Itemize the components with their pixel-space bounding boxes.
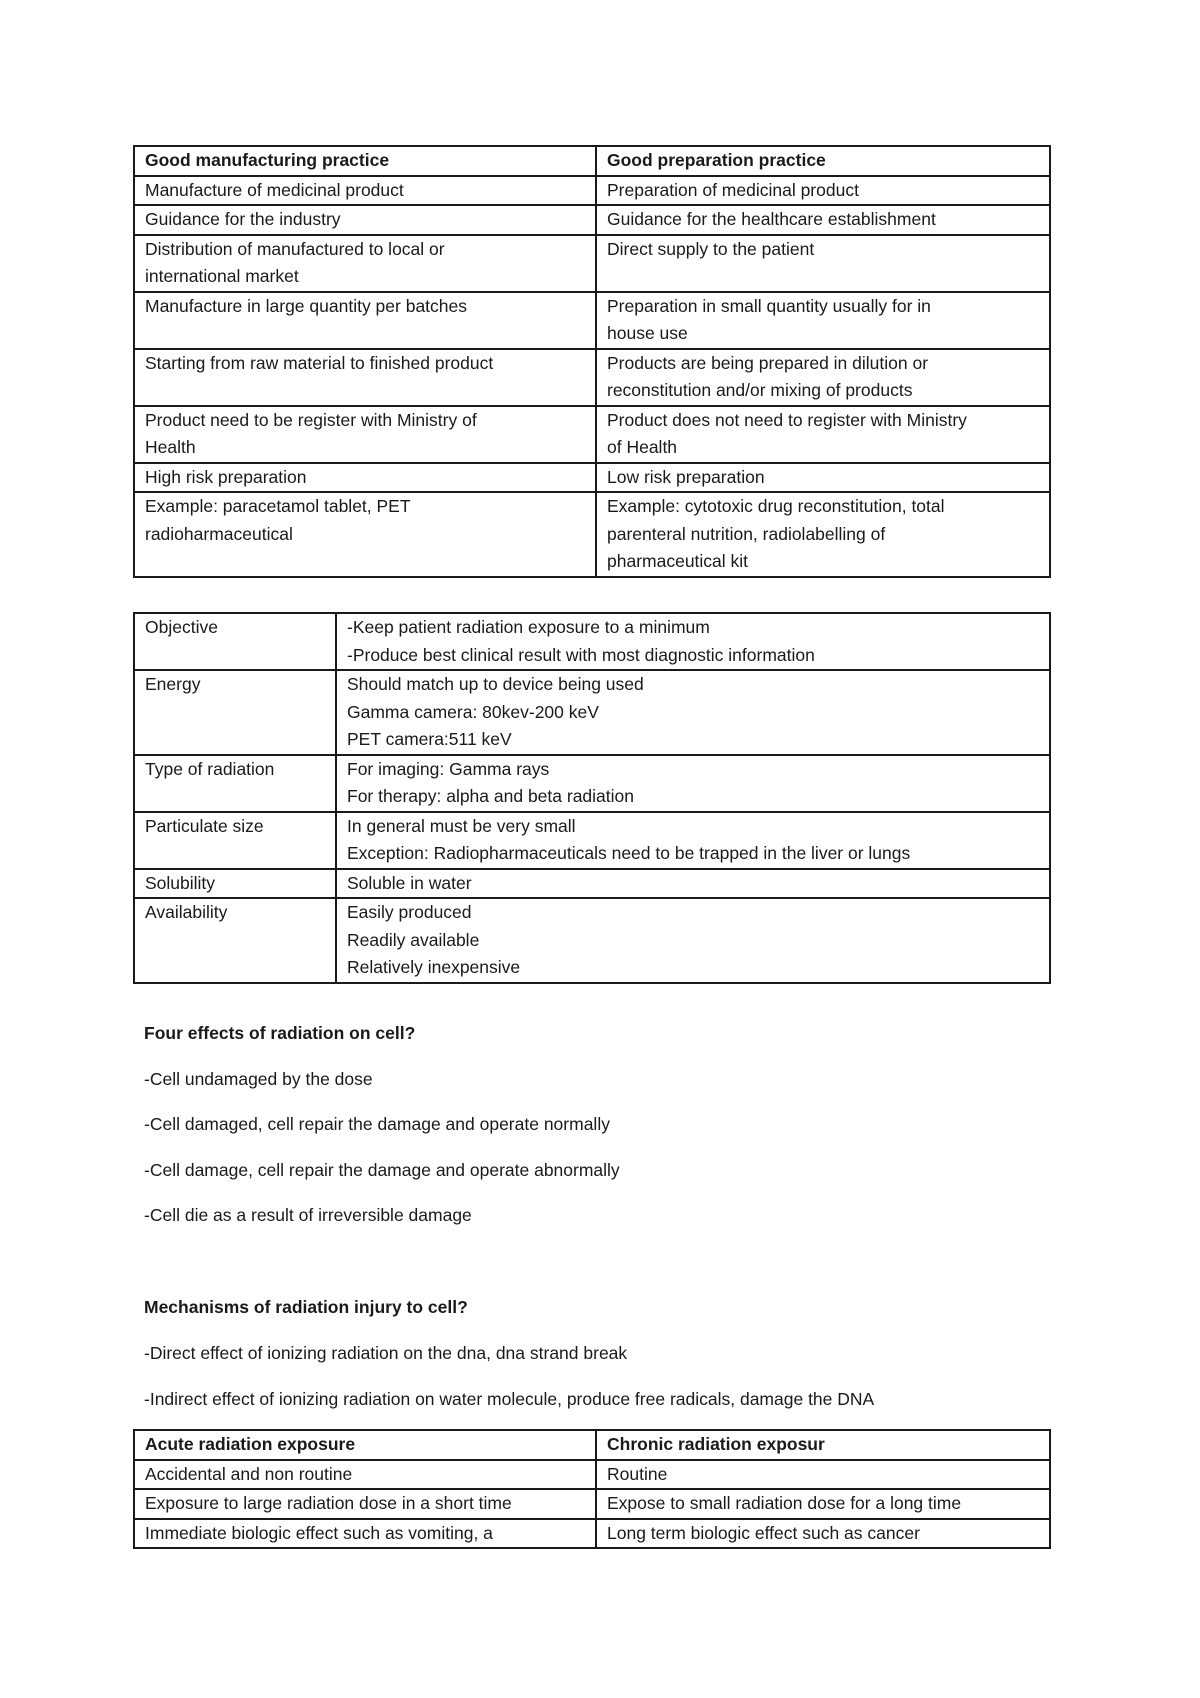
effects-heading: Four effects of radiation on cell? xyxy=(144,1023,416,1043)
table-row xyxy=(134,1519,1050,1549)
table-row xyxy=(134,349,1050,406)
table-cell: Products are being prepared in dilution or reconstitution and/or mixing of products xyxy=(596,349,1050,406)
table-row xyxy=(134,235,1050,292)
table-row xyxy=(134,406,1050,463)
table-row xyxy=(134,492,1050,577)
table-cell: Distribution of manufactured to local or international market xyxy=(134,235,596,292)
table-cell: -Keep patient radiation exposure to a minimum -Produce best clinical result with most diagnostic information xyxy=(336,613,1050,670)
table-cell: Particulate size xyxy=(134,812,336,869)
table-row xyxy=(134,869,1050,899)
mechanisms-item: -Indirect effect of ionizing radiation on water molecule, produce free radicals, damage the DNA xyxy=(144,1389,875,1409)
table-row xyxy=(134,755,1050,812)
table-row xyxy=(134,292,1050,349)
table-cell: Direct supply to the patient xyxy=(596,235,1050,292)
table-cell: Should match up to device being used Gamma camera: 80kev-200 keV PET camera:511 keV xyxy=(336,670,1050,755)
table-cell: Product does not need to register with Ministry of Health xyxy=(596,406,1050,463)
table-cell: Manufacture of medicinal product xyxy=(134,176,596,206)
table-row xyxy=(134,1460,1050,1490)
table-cell: In general must be very small Exception: Radiopharmaceuticals need to be trapped in the liver or lungs xyxy=(336,812,1050,869)
mechanisms-heading: Mechanisms of radiation injury to cell? xyxy=(144,1297,468,1317)
radiation-exposure-table xyxy=(133,1429,1051,1549)
table-row xyxy=(134,463,1050,493)
table-row xyxy=(134,670,1050,755)
table-cell: Immediate biologic effect such as vomiting, a xyxy=(134,1519,596,1549)
table-cell: High risk preparation xyxy=(134,463,596,493)
effects-item: -Cell undamaged by the dose xyxy=(144,1069,373,1089)
table-row xyxy=(134,205,1050,235)
table-row xyxy=(134,176,1050,206)
effects-item: -Cell damage, cell repair the damage and operate abnormally xyxy=(144,1160,620,1180)
table-header-cell: Good manufacturing practice xyxy=(134,146,596,176)
table-cell: Type of radiation xyxy=(134,755,336,812)
table-row xyxy=(134,1489,1050,1519)
table-cell: Energy xyxy=(134,670,336,755)
table-row xyxy=(134,613,1050,670)
table-cell: Availability xyxy=(134,898,336,983)
table-cell: Preparation in small quantity usually for in house use xyxy=(596,292,1050,349)
table-cell: Objective xyxy=(134,613,336,670)
effects-item: -Cell damaged, cell repair the damage and operate normally xyxy=(144,1114,610,1134)
table-cell: Low risk preparation xyxy=(596,463,1050,493)
table-header-row xyxy=(134,1430,1050,1460)
table-cell: Long term biologic effect such as cancer xyxy=(596,1519,1050,1549)
table-row xyxy=(134,898,1050,983)
table-cell: Guidance for the industry xyxy=(134,205,596,235)
gmp-comparison-table xyxy=(133,145,1051,578)
table-cell: Easily produced Readily available Relatively inexpensive xyxy=(336,898,1050,983)
effects-item: -Cell die as a result of irreversible damage xyxy=(144,1205,472,1225)
table-cell: Example: paracetamol tablet, PET radioharmaceutical xyxy=(134,492,596,577)
table-cell: Example: cytotoxic drug reconstitution, total parenteral nutrition, radiolabelling of pharmaceutical kit xyxy=(596,492,1050,577)
table-cell: Guidance for the healthcare establishment xyxy=(596,205,1050,235)
table-cell: Exposure to large radiation dose in a short time xyxy=(134,1489,596,1519)
table-cell: Accidental and non routine xyxy=(134,1460,596,1490)
table-cell: Product need to be register with Ministry of Health xyxy=(134,406,596,463)
table-row xyxy=(134,812,1050,869)
table-cell: Preparation of medicinal product xyxy=(596,176,1050,206)
radiopharmaceutical-criteria-table xyxy=(133,612,1051,984)
table-header-row xyxy=(134,146,1050,176)
table-cell: Routine xyxy=(596,1460,1050,1490)
table-cell: Soluble in water xyxy=(336,869,1050,899)
table-header-cell: Chronic radiation exposur xyxy=(596,1430,1050,1460)
table-header-cell: Good preparation practice xyxy=(596,146,1050,176)
table-cell: For imaging: Gamma rays For therapy: alpha and beta radiation xyxy=(336,755,1050,812)
table-cell: Expose to small radiation dose for a long time xyxy=(596,1489,1050,1519)
table-cell: Manufacture in large quantity per batches xyxy=(134,292,596,349)
mechanisms-item: -Direct effect of ionizing radiation on the dna, dna strand break xyxy=(144,1343,628,1363)
table-cell: Starting from raw material to finished product xyxy=(134,349,596,406)
table-cell: Solubility xyxy=(134,869,336,899)
table-header-cell: Acute radiation exposure xyxy=(134,1430,596,1460)
